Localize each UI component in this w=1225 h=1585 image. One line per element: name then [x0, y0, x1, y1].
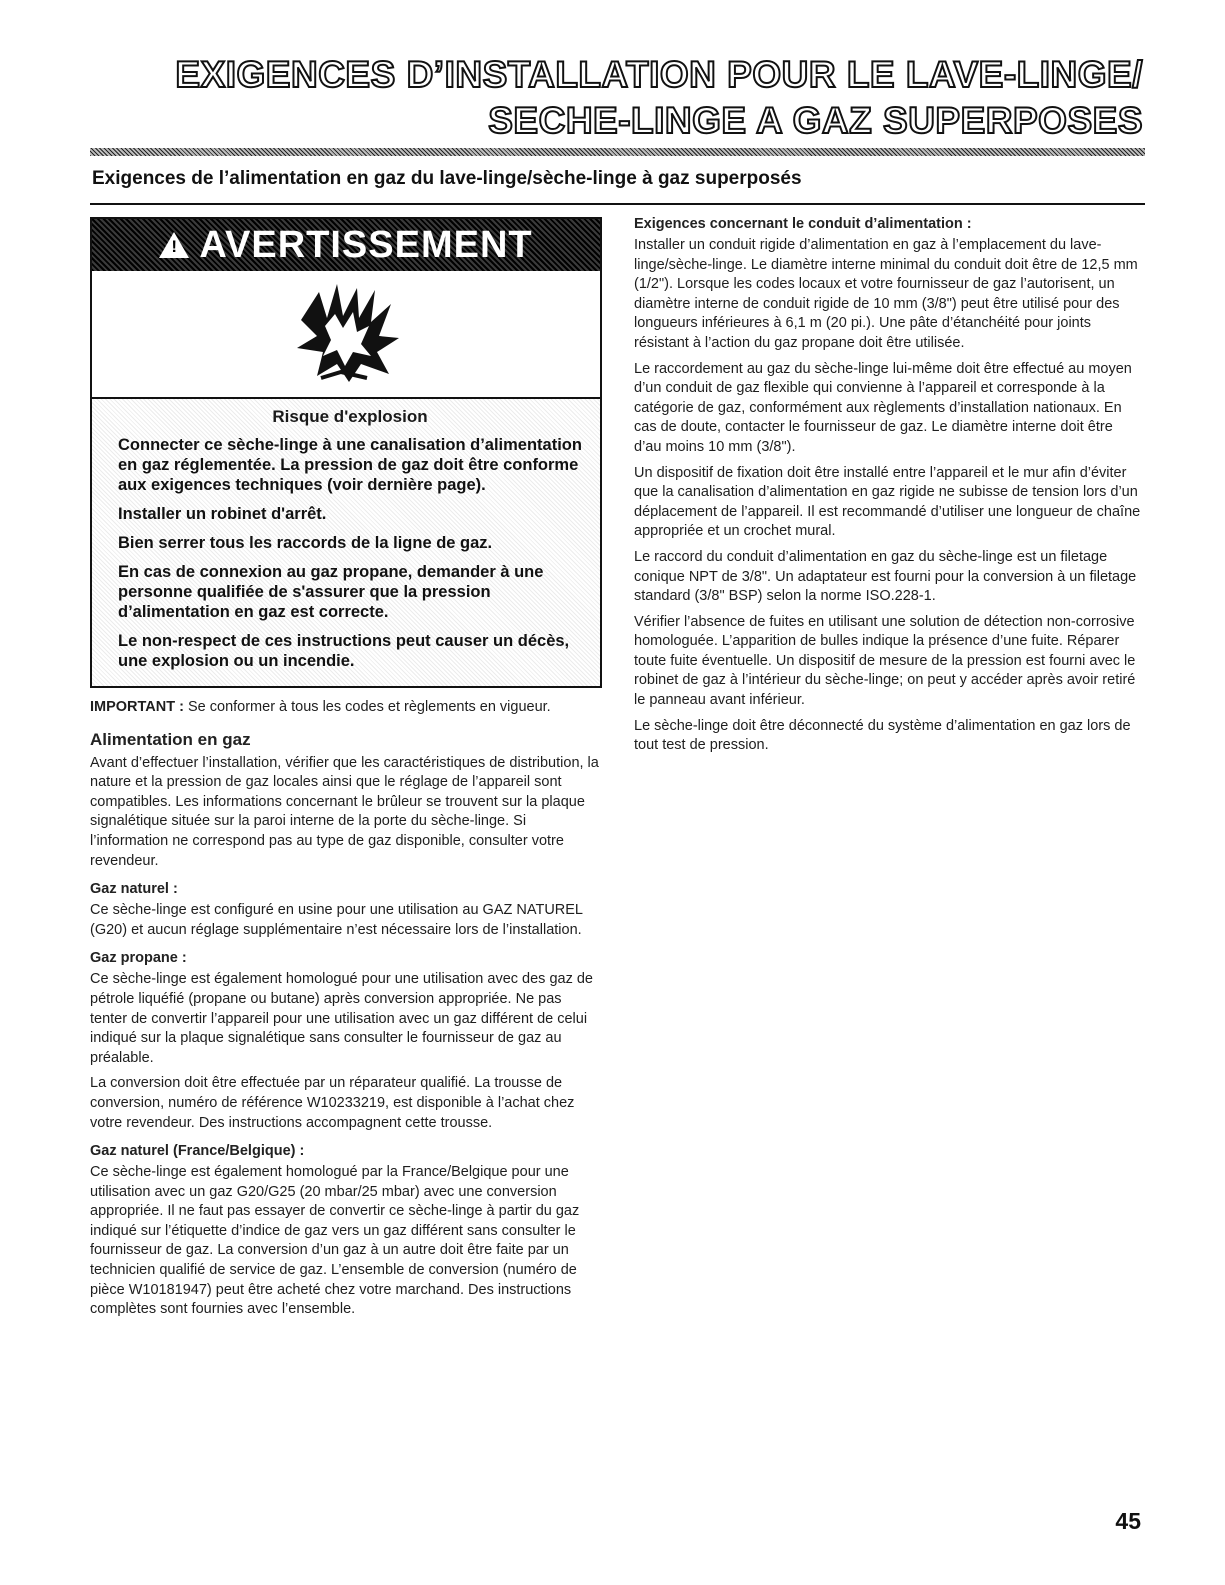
france-belgique-heading: Gaz naturel (France/Belgique) : [90, 1143, 305, 1160]
conduit-paragraph: Vérifier l’absence de fuites en utilisant une solution de détection non-corrosive homologuée. L’apparition de bulles indique la présence d’une fuite. Réparer toute fuite éventuelle. Un dispositif de mesure de la pression est fourni avec le robinet de gaz à l’intérieur du sèche-linge; on peut y accéder après avoir retiré le panneau avant inférieur. [634, 613, 1136, 709]
conduit-heading: Exigences concernant le conduit d’alimentation : [634, 216, 972, 232]
alimentation-heading: Alimentation en gaz [90, 729, 251, 749]
conduit-paragraph: Le sèche-linge doit être déconnecté du système d’alimentation en gaz lors de tout test de pression. [634, 717, 1131, 754]
conduit-paragraph: Le raccord du conduit d’alimentation en gaz du sèche-linge est un filetage conique NPT de 3/8". Un adaptateur est fourni pour la conversion à un filetage standard (3/8" BSP) selon la norme ISO.228-1. [634, 548, 1137, 605]
right-column [634, 214, 1144, 762]
gaz-propane-conversion-text: La conversion doit être effectuée par un réparateur qualifié. La trousse de conversion, numéro de référence W10233219, est disponible à l’achat chez votre revendeur. Des instructions accompagnent cette trousse. [90, 1075, 575, 1131]
conduit-paragraph: Un dispositif de fixation doit être installé entre l’appareil et le mur afin d’éviter que la canalisation d’alimentation en gaz rigide ne subisse de tension lors d’un déplacement de l’appareil. Il est recommandé d’utiliser une longueur de chaîne appropriée et un crochet mural. [634, 464, 1141, 540]
warning-paragraph: Bien serrer tous les raccords de la ligne de gaz. [118, 534, 493, 552]
warning-symbol [92, 271, 600, 399]
left-column [90, 214, 602, 1326]
page-title-line1: EXIGENCES D’INSTALLATION POUR LE LAVE-LINGE/ [175, 54, 1143, 95]
alimentation-text: Avant d’effectuer l’installation, vérifier que les caractéristiques de distribution, la nature et la pression de gaz locales ainsi que le réglage de l’appareil sont compatibles. Les informations concernant le brûleur se trouvent sur la plaque signalétique située sur la paroi interne de la porte du sèche-linge. Si l’information ne correspond pas au type de gaz disponible, consulter votre revendeur. [90, 754, 599, 869]
page-title-line2: SECHE-LINGE A GAZ SUPERPOSES [488, 100, 1143, 141]
page-number: 45 [1115, 1508, 1141, 1534]
section-rule [90, 203, 1145, 205]
warning-paragraph: Le non-respect de ces instructions peut causer un décès, une explosion ou un incendie. [118, 632, 570, 670]
warning-paragraph: Connecter ce sèche-linge à une canalisation d’alimentation en gaz réglementée. La pression de gaz doit être conforme aux exigences techniques (voir dernière page). [118, 436, 582, 494]
gaz-propane-text: Ce sèche-linge est également homologué pour une utilisation avec des gaz de pétrole liquéfié (propane ou butane) après conversion appropriée. Ne pas tenter de convertir l’appareil pour une utilisation avec un gaz différent de celui indiqué sur la plaque signalétique sans consulter le fournisseur de gaz au préalable. [90, 971, 593, 1066]
conduit-paragraph: Installer un conduit rigide d’alimentation en gaz à l’emplacement du lave-linge/sèche-linge. Le diamètre interne minimal du conduit doit être de 12,5 mm (1/2"). Lorsque les codes locaux et votre fournisseur de gaz l’autorisent, un diamètre interne de conduit rigide de 10 mm (3/8") peut être utilisé pour des longueurs inférieures à 6,1 m (20 pi.). Une pâte d’étanchéité pour joints résistant à l’action du gaz propane doit être utilisée. [634, 237, 1138, 351]
warning-paragraph: Installer un robinet d'arrêt. [118, 505, 327, 523]
warning-paragraph: En cas de connexion au gaz propane, demander à une personne qualifiée de s'assurer que la pression d’alimentation en gaz est correcte. [118, 563, 544, 621]
warning-title: Risque d'explosion [272, 407, 428, 426]
warning-triangle-icon [159, 232, 189, 258]
gaz-naturel-text: Ce sèche-linge est configuré en usine pour une utilisation au GAZ NATUREL (G20) et aucun réglage supplémentaire n’est nécessaire lors de l’installation. [90, 902, 583, 938]
important-note [90, 698, 602, 718]
title-rule [90, 148, 1145, 156]
warning-body [92, 399, 600, 686]
warning-header-label: AVERTISSEMENT [199, 223, 533, 266]
warning-box [90, 217, 602, 688]
page-title [93, 52, 1143, 144]
france-belgique-text: Ce sèche-linge est également homologué par la France/Belgique pour une utilisation avec un gaz G20/G25 (20 mbar/25 mbar) avec une conversion appropriée. Il ne faut pas essayer de convertir ce sèche-linge à partir du gaz indiqué sur l’étiquette d’indice de gaz vers un gaz différent sans consulter le fournisseur de gaz. La conversion d’un gaz à un autre doit être faite par un technicien qualifié de service de gaz. L’ensemble de conversion (numéro de pièce W10181947) peut être acheté chez votre marchand. Des instructions complètes sont fournies avec l’ensemble. [90, 1164, 580, 1318]
conduit-paragraph: Le raccordement au gaz du sèche-linge lui-même doit être effectué au moyen d’un conduit de gaz flexible qui convienne à l’appareil et corresponde à la catégorie de gaz, conformément aux règlements d’installation nationaux. En cas de doute, contacter le fournisseur de gaz. Le diamètre interne doit être d’au moins 10 mm (3/8"). [634, 360, 1132, 455]
gaz-naturel-heading: Gaz naturel : [90, 881, 178, 898]
important-text: Se conformer à tous les codes et règlements en vigueur. [183, 699, 551, 715]
warning-header [92, 219, 600, 271]
gaz-propane-heading: Gaz propane : [90, 950, 187, 967]
explosion-icon [291, 282, 401, 386]
section-heading: Exigences de l’alimentation en gaz du lave-linge/sèche-linge à gaz superposés [92, 168, 802, 189]
important-label: IMPORTANT : [90, 699, 184, 715]
